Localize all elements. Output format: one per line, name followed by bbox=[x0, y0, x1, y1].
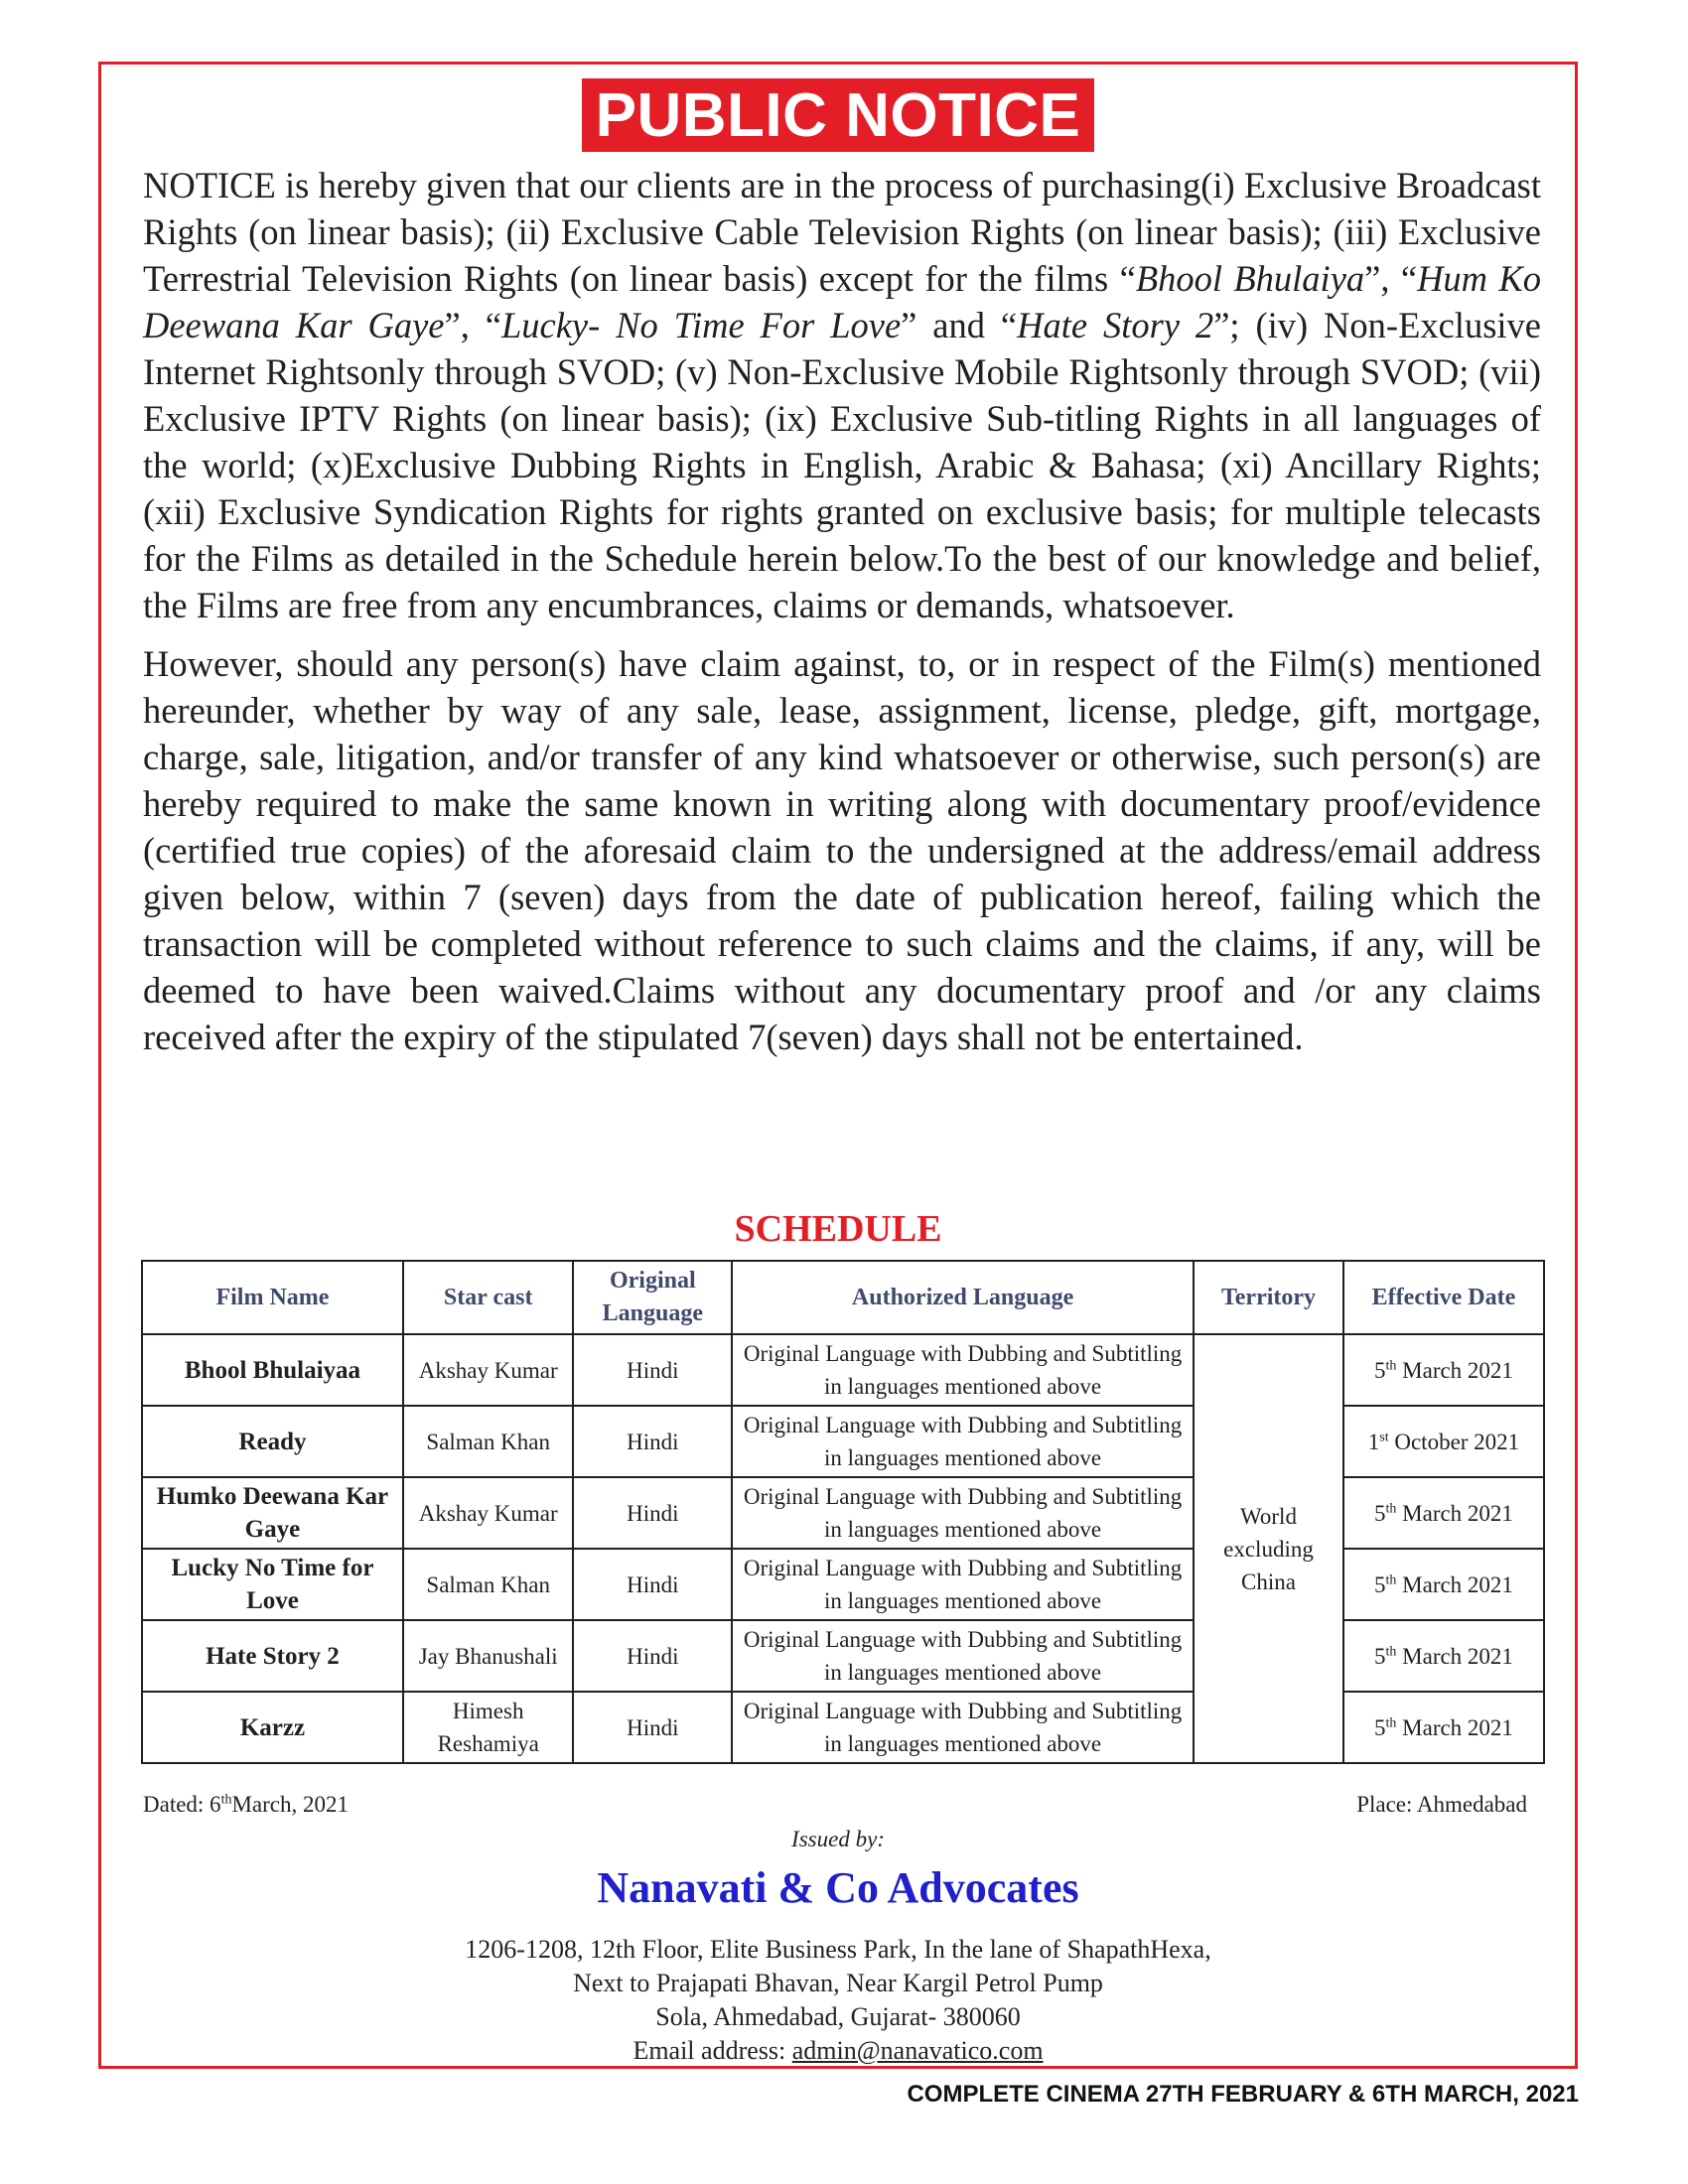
authorized-language-cell: Original Language with Dubbing and Subtitling in languages mentioned above bbox=[732, 1477, 1194, 1549]
notice-body bbox=[143, 162, 1541, 1072]
header-territory: Territory bbox=[1194, 1261, 1343, 1334]
email-line bbox=[101, 2034, 1575, 2068]
address-line-3: Sola, Ahmedabad, Gujarat- 380060 bbox=[655, 2002, 1021, 2031]
p1-text-e: ”; (iv) Non-Exclusive Internet Rightsonly through SVOD; (v) Non-Exclusive Mobile Rightsonly through SVOD; (vii) Exclusive IPTV Rights (on linear basis); (ix) Exclusive Sub-titling Rights in all languages of the world; (x)Exclusive Dubbing Rights in English, Arabic & Bahasa; (xi) Ancillary Rights; (xii) Exclusive Syndication Rights for rights granted on exclusive basis; for multiple telecasts for the Films as detailed in the Schedule herein below.To the best of our knowledge and belief, the Films are free from any encumbrances, claims or demands, whatsoever. bbox=[143, 305, 1541, 625]
header-star-cast: Star cast bbox=[403, 1261, 574, 1334]
dated-rest: March, 2021 bbox=[231, 1792, 349, 1817]
film-title-4: Hate Story 2 bbox=[1017, 305, 1214, 345]
authorized-language-cell: Original Language with Dubbing and Subtitling in languages mentioned above bbox=[732, 1549, 1194, 1620]
original-language-cell: Hindi bbox=[573, 1692, 732, 1763]
effective-date-cell bbox=[1343, 1549, 1544, 1620]
film-title-3: Lucky- No Time For Love bbox=[500, 305, 902, 345]
page-title: PUBLIC NOTICE bbox=[582, 78, 1095, 152]
p1-text-d: ” and “ bbox=[901, 305, 1018, 345]
authorized-language-cell: Original Language with Dubbing and Subtitling in languages mentioned above bbox=[732, 1620, 1194, 1692]
header-effective-date: Effective Date bbox=[1343, 1261, 1544, 1334]
effective-date-cell bbox=[1343, 1334, 1544, 1406]
publication-footer: COMPLETE CINEMA 27TH FEBRUARY & 6TH MARCH, 2021 bbox=[907, 2081, 1579, 2108]
film-name-cell: Bhool Bhulaiyaa bbox=[142, 1334, 403, 1406]
p1-text-b: ”, “ bbox=[1364, 258, 1418, 299]
film-name-cell: Karzz bbox=[142, 1692, 403, 1763]
dated-suffix: th bbox=[220, 1792, 232, 1808]
original-language-cell: Hindi bbox=[573, 1620, 732, 1692]
date-day: 5 bbox=[1374, 1357, 1386, 1383]
authorized-language-cell: Original Language with Dubbing and Subtitling in languages mentioned above bbox=[732, 1334, 1194, 1406]
star-cast-cell: Salman Khan bbox=[403, 1549, 574, 1620]
address-line-2: Next to Prajapati Bhavan, Near Kargil Petrol Pump bbox=[573, 1969, 1103, 1997]
date-rest: March 2021 bbox=[1396, 1357, 1513, 1383]
place-line: Place: Ahmedabad bbox=[1356, 1792, 1527, 1817]
dated-line bbox=[143, 1792, 349, 1818]
star-cast-cell: Akshay Kumar bbox=[403, 1477, 574, 1549]
date-day: 5 bbox=[1374, 1500, 1386, 1526]
firm-name: Nanavati & Co Advocates bbox=[597, 1863, 1079, 1912]
film-title-2: Hum Ko Deewana Kar Gaye bbox=[143, 258, 1541, 345]
original-language-cell: Hindi bbox=[573, 1406, 732, 1477]
date-day: 5 bbox=[1374, 1714, 1386, 1740]
issued-by-label: Issued by: bbox=[791, 1827, 885, 1851]
date-rest: March 2021 bbox=[1396, 1643, 1513, 1669]
star-cast-cell: Jay Bhanushali bbox=[403, 1620, 574, 1692]
star-cast-cell: Akshay Kumar bbox=[403, 1334, 574, 1406]
original-language-cell: Hindi bbox=[573, 1477, 732, 1549]
effective-date-cell bbox=[1343, 1477, 1544, 1549]
date-rest: March 2021 bbox=[1396, 1714, 1513, 1740]
date-suffix: st bbox=[1379, 1429, 1389, 1444]
date-day: 5 bbox=[1374, 1643, 1386, 1669]
date-suffix: th bbox=[1385, 1357, 1397, 1373]
original-language-cell: Hindi bbox=[573, 1549, 732, 1620]
film-title-1: Bhool Bhulaiya bbox=[1135, 258, 1365, 299]
dated-prefix: Dated: 6 bbox=[143, 1792, 221, 1817]
email-link[interactable]: admin@nanavatico.com bbox=[791, 2036, 1044, 2065]
table-header-row bbox=[142, 1261, 1544, 1334]
notice-paragraph-2: However, should any person(s) have claim against, to, or in respect of the Film(s) mentioned hereunder, whether by way of any sale, lease, assignment, license, pledge, gift, mortgage, charge, sale, litigation, and/or transfer of any kind whatsoever or otherwise, such person(s) are hereby required to make the same known in writing along with documentary proof/evidence (certified true copies) of the aforesaid claim to the undersigned at the address/email address given below, within 7 (seven) days from the date of publication hereof, failing which the transaction will be completed without reference to such claims and the claims, if any, will be deemed to have been waived.Claims without any documentary proof and /or any claims received after the expiry of the stipulated 7(seven) days shall not be entertained. bbox=[143, 643, 1541, 1057]
film-name-cell: Hate Story 2 bbox=[142, 1620, 403, 1692]
original-language-cell: Hindi bbox=[573, 1334, 732, 1406]
authorized-language-cell: Original Language with Dubbing and Subtitling in languages mentioned above bbox=[732, 1406, 1194, 1477]
notice-frame bbox=[98, 62, 1578, 2069]
date-suffix: th bbox=[1385, 1500, 1397, 1516]
firm-address bbox=[101, 1933, 1575, 2068]
star-cast-cell: Himesh Reshamiya bbox=[403, 1692, 574, 1763]
date-rest: March 2021 bbox=[1396, 1571, 1513, 1597]
table-row bbox=[142, 1334, 1544, 1406]
date-rest: March 2021 bbox=[1396, 1500, 1513, 1526]
film-name-cell: Humko Deewana Kar Gaye bbox=[142, 1477, 403, 1549]
p1-text-c: ”, “ bbox=[444, 305, 501, 345]
date-suffix: th bbox=[1385, 1571, 1397, 1587]
title-wrap bbox=[101, 78, 1575, 152]
header-original-language: Original Language bbox=[573, 1261, 732, 1334]
date-suffix: th bbox=[1385, 1714, 1397, 1730]
address-line-1: 1206-1208, 12th Floor, Elite Business Park, In the lane of ShapathHexa, bbox=[465, 1935, 1211, 1964]
date-rest: October 2021 bbox=[1388, 1429, 1520, 1454]
notice-paragraph-1 bbox=[143, 162, 1541, 628]
star-cast-cell: Salman Khan bbox=[403, 1406, 574, 1477]
date-day: 1 bbox=[1367, 1429, 1380, 1454]
schedule-title: SCHEDULE bbox=[734, 1208, 942, 1250]
effective-date-cell bbox=[1343, 1620, 1544, 1692]
effective-date-cell bbox=[1343, 1692, 1544, 1763]
effective-date-cell bbox=[1343, 1406, 1544, 1477]
date-suffix: th bbox=[1385, 1643, 1397, 1659]
authorized-language-cell: Original Language with Dubbing and Subtitling in languages mentioned above bbox=[732, 1692, 1194, 1763]
film-name-cell: Lucky No Time for Love bbox=[142, 1549, 403, 1620]
schedule-table bbox=[141, 1260, 1545, 1764]
date-day: 5 bbox=[1374, 1571, 1386, 1597]
film-name-cell: Ready bbox=[142, 1406, 403, 1477]
email-label: Email address: bbox=[633, 2036, 792, 2065]
header-authorized-language: Authorized Language bbox=[732, 1261, 1194, 1334]
territory-cell: World excluding China bbox=[1194, 1334, 1343, 1763]
p1-text-a: NOTICE is hereby given that our clients are in the process of purchasing(i) Exclusive Broadcast Rights (on linear basis); (ii) Exclusive Cable Television Rights (on linear basis); (iii) Exclusive Terrestrial Television Rights (on linear basis) except for the films “ bbox=[143, 165, 1541, 299]
header-film-name: Film Name bbox=[142, 1261, 403, 1334]
